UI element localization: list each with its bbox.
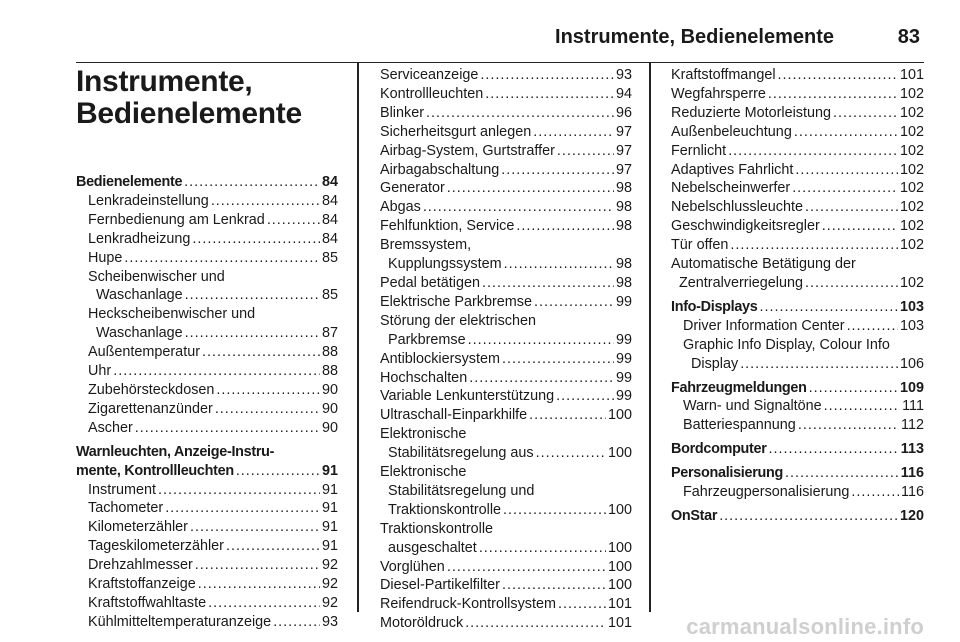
- toc-entry[interactable]: Kraftstoffanzeige ..... 92: [76, 575, 338, 594]
- toc-section[interactable]: Bedienelemente ..... 84: [76, 173, 338, 192]
- toc-entry[interactable]: Hupe ..... 85: [76, 249, 338, 268]
- toc-column-right: [671, 66, 924, 526]
- column-divider: [649, 62, 651, 612]
- toc-section[interactable]: Personalisierung ..... 116: [671, 464, 924, 483]
- chapter-title: [76, 66, 356, 130]
- toc-entry[interactable]: Variable Lenkunterstützung ..... 99: [380, 387, 632, 406]
- toc-entry[interactable]: Zigarettenanzünder ..... 90: [76, 400, 338, 419]
- toc-entry-line[interactable]: Stabilitätsregelung und: [388, 482, 535, 499]
- toc-entry-line[interactable]: Elektronische: [380, 464, 467, 481]
- toc-entry-line[interactable]: Traktionskontrolle: [380, 520, 494, 537]
- toc-entry[interactable]: Airbagabschaltung ..... 97: [380, 161, 632, 180]
- toc-entry[interactable]: Sicherheitsgurt anlegen ..... 97: [380, 123, 632, 142]
- toc-entry[interactable]: Waschanlage ..... 87: [76, 324, 338, 343]
- toc-entry[interactable]: Zentralverriegelung ..... 102: [671, 274, 924, 293]
- toc-entry-line[interactable]: Störung der elektrischen: [380, 312, 536, 329]
- toc-entry[interactable]: Antiblockiersystem ..... 99: [380, 350, 632, 369]
- toc-entry[interactable]: Lenkradheizung ..... 84: [76, 230, 338, 249]
- toc-section[interactable]: Fahrzeugmeldungen ..... 109: [671, 379, 924, 398]
- toc-entry[interactable]: ausgeschaltet ..... 100: [380, 539, 632, 558]
- toc-section[interactable]: mente, Kontrollleuchten ..... 91: [76, 462, 338, 481]
- toc-entry[interactable]: Motoröldruck ..... 101: [380, 614, 632, 633]
- toc-entry[interactable]: Generator ..... 98: [380, 179, 632, 198]
- toc-entry[interactable]: Lenkradeinstellung ..... 84: [76, 192, 338, 211]
- toc-entry[interactable]: Adaptives Fahrlicht ..... 102: [671, 161, 924, 180]
- toc-entry[interactable]: Warn- und Signaltöne ..... 111: [671, 397, 924, 416]
- toc-entry[interactable]: Tachometer ..... 91: [76, 499, 338, 518]
- toc-entry[interactable]: Diesel-Partikelfilter ..... 100: [380, 576, 632, 595]
- toc-entry-line[interactable]: Scheibenwischer und: [88, 268, 225, 285]
- chapter-title-line: Bedienelemente: [76, 97, 302, 130]
- toc-entry[interactable]: Nebelscheinwerfer ..... 102: [671, 179, 924, 198]
- toc-entry[interactable]: Stabilitätsregelung aus ..... 100: [380, 444, 632, 463]
- toc-entry[interactable]: Parkbremse ..... 99: [380, 331, 632, 350]
- toc-entry[interactable]: Display ..... 106: [671, 355, 924, 374]
- toc-entry[interactable]: Tür offen ..... 102: [671, 236, 924, 255]
- toc-entry[interactable]: Traktionskontrolle ..... 100: [380, 501, 632, 520]
- toc-entry[interactable]: Außentemperatur ..... 88: [76, 343, 338, 362]
- toc-entry-line[interactable]: Graphic Info Display, Colour Info: [683, 336, 890, 353]
- toc-section[interactable]: Info-Displays ..... 103: [671, 298, 924, 317]
- toc-entry[interactable]: Fernlicht ..... 102: [671, 142, 924, 161]
- toc-entry[interactable]: Kühlmitteltemperaturanzeige ..... 93: [76, 613, 338, 632]
- toc-entry[interactable]: Kontrollleuchten ..... 94: [380, 85, 632, 104]
- toc-entry[interactable]: Vorglühen ..... 100: [380, 558, 632, 577]
- toc-entry[interactable]: Waschanlage ..... 85: [76, 286, 338, 305]
- toc-entry[interactable]: Airbag-System, Gurtstraffer ..... 97: [380, 142, 632, 161]
- watermark: carmanualsonline.info: [686, 614, 924, 639]
- chapter-title-line: Instrumente,: [76, 65, 253, 98]
- toc-entry[interactable]: Außenbeleuchtung ..... 102: [671, 123, 924, 142]
- toc-entry[interactable]: Fernbedienung am Lenkrad ..... 84: [76, 211, 338, 230]
- toc-entry[interactable]: Kilometerzähler ..... 91: [76, 518, 338, 537]
- toc-entry[interactable]: Zubehörsteckdosen ..... 90: [76, 381, 338, 400]
- toc-entry-line[interactable]: Heckscheibenwischer und: [88, 306, 256, 323]
- toc-entry[interactable]: Instrument ..... 91: [76, 481, 338, 500]
- toc-entry[interactable]: Abgas ..... 98: [380, 198, 632, 217]
- toc-entry[interactable]: Kraftstoffmangel ..... 101: [671, 66, 924, 85]
- toc-entry[interactable]: Serviceanzeige ..... 93: [380, 66, 632, 85]
- toc-entry[interactable]: Ascher ..... 90: [76, 419, 338, 438]
- toc-section[interactable]: OnStar ..... 120: [671, 507, 924, 526]
- toc-entry[interactable]: Hochschalten ..... 99: [380, 369, 632, 388]
- toc-entry[interactable]: Blinker ..... 96: [380, 104, 632, 123]
- toc-entry[interactable]: Drehzahlmesser ..... 92: [76, 556, 338, 575]
- toc-section-line[interactable]: Warnleuchten, Anzeige-Instru-: [76, 443, 275, 460]
- toc-entry[interactable]: Fehlfunktion, Service ..... 98: [380, 217, 632, 236]
- toc-entry[interactable]: Driver Information Center ..... 103: [671, 317, 924, 336]
- column-divider: [357, 62, 359, 612]
- toc-column-left: [76, 173, 338, 632]
- toc-entry-line[interactable]: Elektronische: [380, 426, 467, 443]
- toc-entry[interactable]: Geschwindigkeitsregler ..... 102: [671, 217, 924, 236]
- toc-entry[interactable]: Wegfahrsperre ..... 102: [671, 85, 924, 104]
- toc-entry[interactable]: Reifendruck-Kontrollsystem ..... 101: [380, 595, 632, 614]
- toc-entry[interactable]: Tageskilometerzähler ..... 91: [76, 537, 338, 556]
- toc-entry[interactable]: Ultraschall-Einparkhilfe ..... 100: [380, 406, 632, 425]
- toc-entry[interactable]: Uhr ..... 88: [76, 362, 338, 381]
- toc-entry-line[interactable]: Automatische Betätigung der: [671, 256, 856, 273]
- toc-entry[interactable]: Kupplungssystem ..... 98: [380, 255, 632, 274]
- toc-entry[interactable]: Nebelschlussleuchte ..... 102: [671, 198, 924, 217]
- toc-entry[interactable]: Batteriespannung ..... 112: [671, 416, 924, 435]
- page-header: [76, 0, 924, 63]
- toc-column-middle: [380, 66, 632, 633]
- running-header-title: Instrumente, Bedienelemente: [555, 26, 834, 48]
- toc-entry[interactable]: Reduzierte Motorleistung ..... 102: [671, 104, 924, 123]
- toc-entry[interactable]: Fahrzeugpersonalisierung ..... 116: [671, 483, 924, 502]
- toc-section[interactable]: Bordcomputer ..... 113: [671, 440, 924, 459]
- toc-entry[interactable]: Kraftstoffwahltaste ..... 92: [76, 594, 338, 613]
- toc-entry-line[interactable]: Bremssystem,: [380, 237, 472, 254]
- page-number: 83: [897, 26, 920, 48]
- toc-entry[interactable]: Elektrische Parkbremse ..... 99: [380, 293, 632, 312]
- toc-entry[interactable]: Pedal betätigen ..... 98: [380, 274, 632, 293]
